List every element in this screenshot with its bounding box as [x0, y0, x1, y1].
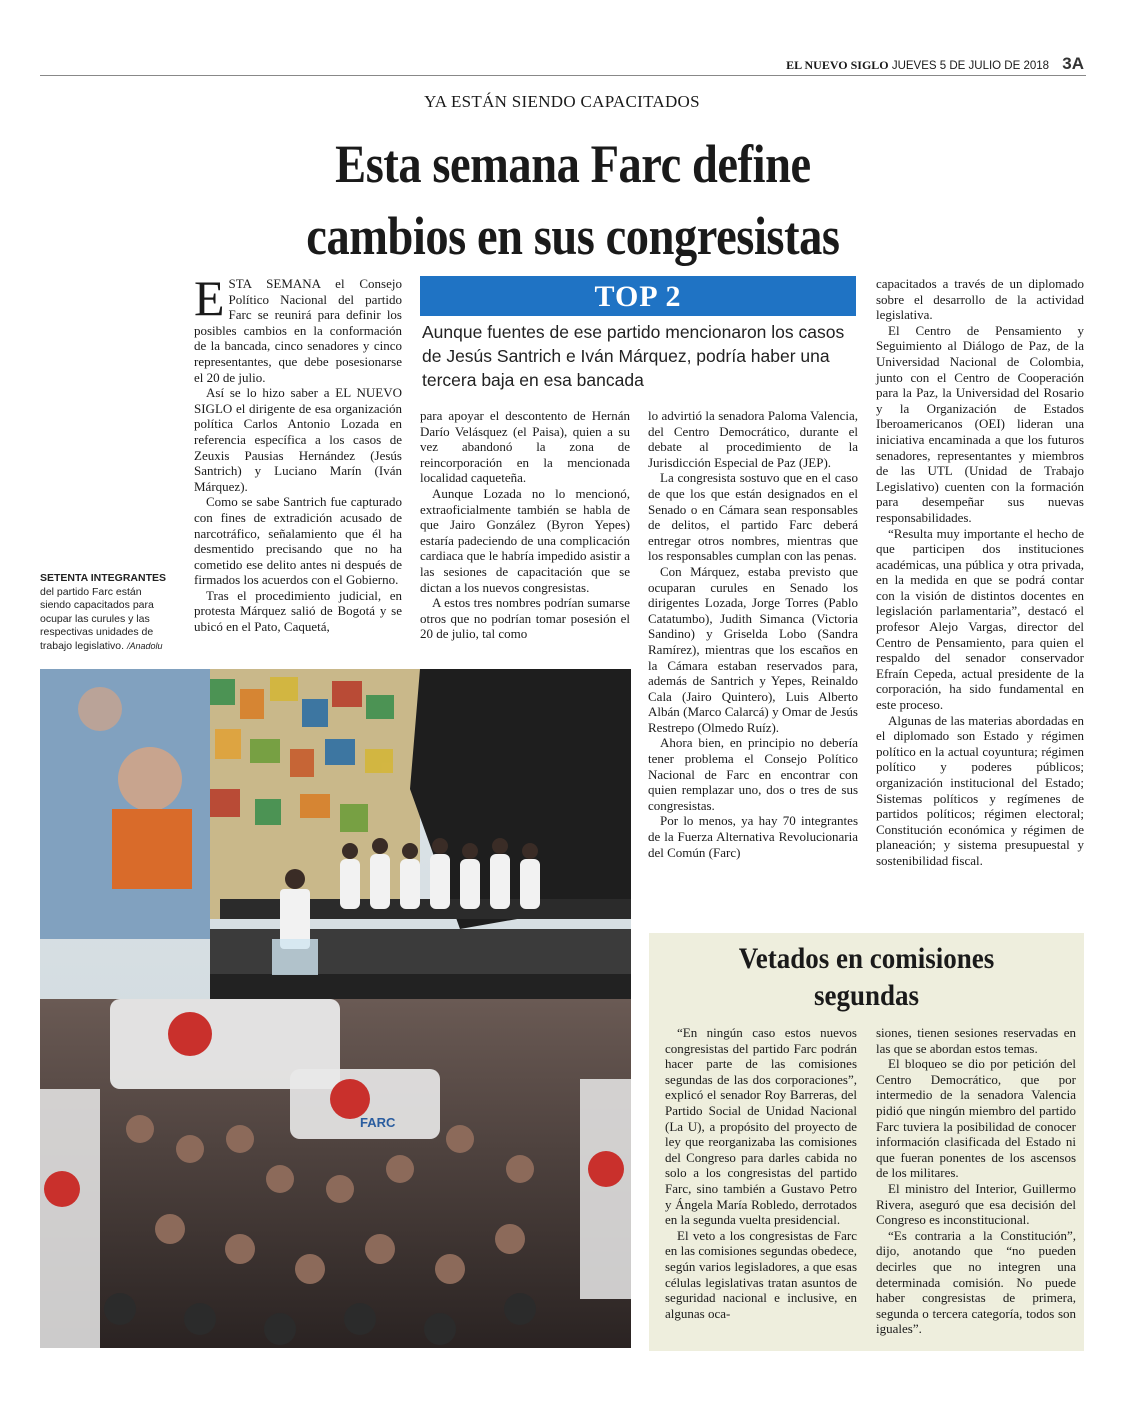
top-box-text: Aunque fuentes de ese partido mencionaron los casos de Jesús Santrich e Iván Márquez, podría haber una tercera baja en esa bancada: [422, 322, 845, 390]
paragraph: El veto a los congresistas de Farc en las comisiones segundas obedece, según varios legisladores, a que esas células legislativas tratan asuntos de seguridad nacional e inclusive, en algunas oca-: [665, 1227, 857, 1321]
paragraph: para apoyar el descontento de Hernán Darío Velásquez (el Paisa), quien a su vez abandonó la zona de reincorporación en la mencionada localidad caqueteña.: [420, 408, 630, 486]
paragraph: Ahora bien, en principio no debería tener problema el Consejo Político Nacional de Farc en encontrar con quien remplazar uno, dos o tres de sus congresistas.: [648, 735, 858, 813]
paragraph: ESTA SEMANA el Consejo Político Nacional del partido Farc se reunirá para definir los posibles cambios en la conformación de la bancada, cinco senadores y cinco representantes, que debe posesionarse el 20 de julio.: [194, 270, 402, 385]
article-title: [90, 128, 1057, 272]
title-line-2: cambios en sus congresistas: [306, 206, 840, 266]
paragraph: Tras el procedimiento judicial, en protesta Márquez salió de Bogotá y se ubicó en el Pato, Caquetá,: [194, 587, 402, 635]
sidebar-column-1: [665, 1025, 857, 1321]
issue-date: JUEVES 5 DE JULIO DE 2018: [891, 60, 1050, 72]
article-column-4: [876, 276, 1084, 869]
article-column-1: [194, 270, 402, 635]
paragraph: Por lo menos, ya hay 70 integrantes de la Fuerza Alternativa Revolucionaria del Común (Farc): [648, 813, 858, 860]
paragraph: El bloqueo se dio por petición del Centro Democrático, que por intermedio de la senadora Valencia pidió que ningún miembro del partido Farc tuviera la posibilidad de conocer información clasificada del Estado ni que fueran ponentes de los ascensos de los militares.: [876, 1056, 1076, 1181]
event-photo: [40, 669, 631, 1348]
sidebar-title: [671, 940, 1063, 1014]
paragraph: capacitados a través de un diplomado sobre el desarrollo de la actividad legislativa.: [876, 276, 1084, 323]
paragraph: Como se sabe Santrich fue capturado con fines de extradición acusado de narcotráfico, señalamiento que él ha desmentido precisando que no ha cometido ese delito antes ni después de firmados los acuerdos con el Gobierno.: [194, 494, 402, 588]
title-line-1: Esta semana Farc define: [335, 134, 811, 194]
sidebar-title-line-2: segundas: [813, 979, 920, 1012]
paragraph: Algunas de las materias abordadas en el diplomado son Estado y régimen político en la actual coyuntura; régimen político y poderes públicos; organización institucional del Estado; Sistemas políticos y regímenes de partidos políticos; régimen electoral; Constitución económica y régimen de planeación; y sistema presupuestal y sostenibilidad fiscal.: [876, 712, 1084, 868]
sidebar-title-line-1: Vetados en comisiones: [738, 942, 995, 975]
dropcap: E: [194, 270, 225, 326]
top-box-label: TOP 2: [420, 276, 856, 316]
sidebar-column-2: [876, 1025, 1076, 1337]
photo-caption: [40, 572, 170, 653]
paragraph: “Resulta muy importante el hecho de que participen dos instituciones académicas, una pública y otra privada, en la medida en que se podrá contar con la visión de distintos docentes en legislación parlamentaria”, destacó el profesor Alejo Vargas, director del Centro de Pensamiento, para quien el respaldo del senador conservador Efraín Cepeda, actual presidente de la corporación, ha sido fundamental en este proceso.: [876, 525, 1084, 713]
page-number: 3A: [1062, 54, 1084, 73]
paragraph: lo advirtió la senadora Paloma Valencia, del Centro Democrático, durante el debate al procedimiento de la Jurisdicción Especial de Paz (JEP).: [648, 408, 858, 470]
paragraph: “Es contraria a la Constitución”, dijo, anotando que “no pueden decirles que no integren una determinada comisión. No puede haber congresistas de primera, segunda o tercera categoría, todos son iguales”.: [876, 1227, 1076, 1337]
article-kicker: YA ESTÁN SIENDO CAPACITADOS: [424, 92, 700, 111]
paragraph: siones, tienen sesiones reservadas en las que se abordan estos temas.: [876, 1025, 1076, 1056]
page-header: [786, 54, 1084, 74]
paragraph: A estos tres nombres podrían sumarse otros que no podrían tomar posesión el 20 de julio, tal como: [420, 595, 630, 642]
paragraph: Aunque Lozada no lo mencionó, extraoficialmente también se habla de que Jairo González (Byron Yepes) estaría padeciendo de una complicación cardiaca que le habría impedido asistir a las sesiones de capacitación que se dictan a los nuevos congresistas.: [420, 485, 630, 595]
article-column-2: [420, 408, 630, 642]
paragraph: El ministro del Interior, Guillermo Rivera, aseguró que esa decisión del Congreso es inconstitucional.: [876, 1180, 1076, 1228]
photo-banner-text: FARC: [360, 1115, 396, 1130]
paragraph: La congresista sostuvo que en el caso de que los que están designados en el Senado o en Cámara sean responsables de delitos, el partido Farc deberá entregar otros nombres, mientras que los responsables cumplan con las penas.: [648, 470, 858, 564]
paragraph: Con Márquez, estaba previsto que ocuparan curules en Senado los dirigentes Lozada, Jorge Torres (Pablo Catatumbo), Judith Simanca (Victoria Sandino) y Griselda Lobo (Sandra Ramírez), mientras que los escaños en la Cámara estaban reservados para, además de Santrich y Yepes, Reinaldo Cala (Jairo Quintero), Luis Alberto Albán (Marco Calarcá) y Omar de Jesús Restrepo (Olmedo Ruíz).: [648, 563, 858, 735]
newspaper-name: EL NUEVO SIGLO: [786, 58, 889, 72]
article-column-3: [648, 408, 858, 860]
paragraph: Así se lo hizo saber a EL NUEVO SIGLO el dirigente de esa organización política Carlos Antonio Lozada en referencia específica a los casos de Zeuxis Pausias Hernández (Jesús Santrich) y Luciano Marín (Iván Márquez).: [194, 385, 402, 494]
photo-credit: /Anadolu: [126, 640, 163, 651]
caption-text: del partido Farc están siendo capacitados para ocupar las curules y las respectivas unidades de trabajo legislativo.: [40, 585, 154, 652]
paragraph: “En ningún caso estos nuevos congresistas del partido Farc podrán hacer parte de las comisiones segundas de las dos corporaciones”, explicó el senador Roy Barreras, del Partido Social de Unidad Nacional (La U), a propósito del proyecto de ley que reorganizaba las comisiones del Congreso para darles cabida no solo a los congresistas del partido Farc, sino también a Gustavo Petro y Ángela María Robledo, derrotados en la segunda vuelta presidencial.: [665, 1025, 857, 1228]
caption-heading: SETENTA INTEGRANTES: [40, 572, 167, 584]
event-photo-image: [40, 669, 631, 1348]
paragraph: El Centro de Pensamiento y Seguimiento al Diálogo de Paz, de la Universidad Nacional de Colombia, junto con el Centro de Cooperación para la Paz, la Universidad del Rosario y la Organización de Estados Iberoamericanos (OEI) lideran una iniciativa encaminada a que los futuros senadores, representantes y miembros de las UTL (Unidad de Trabajo Legislativo) cuenten con la formación para desempeñar sus nuevas responsabilidades.: [876, 322, 1084, 525]
